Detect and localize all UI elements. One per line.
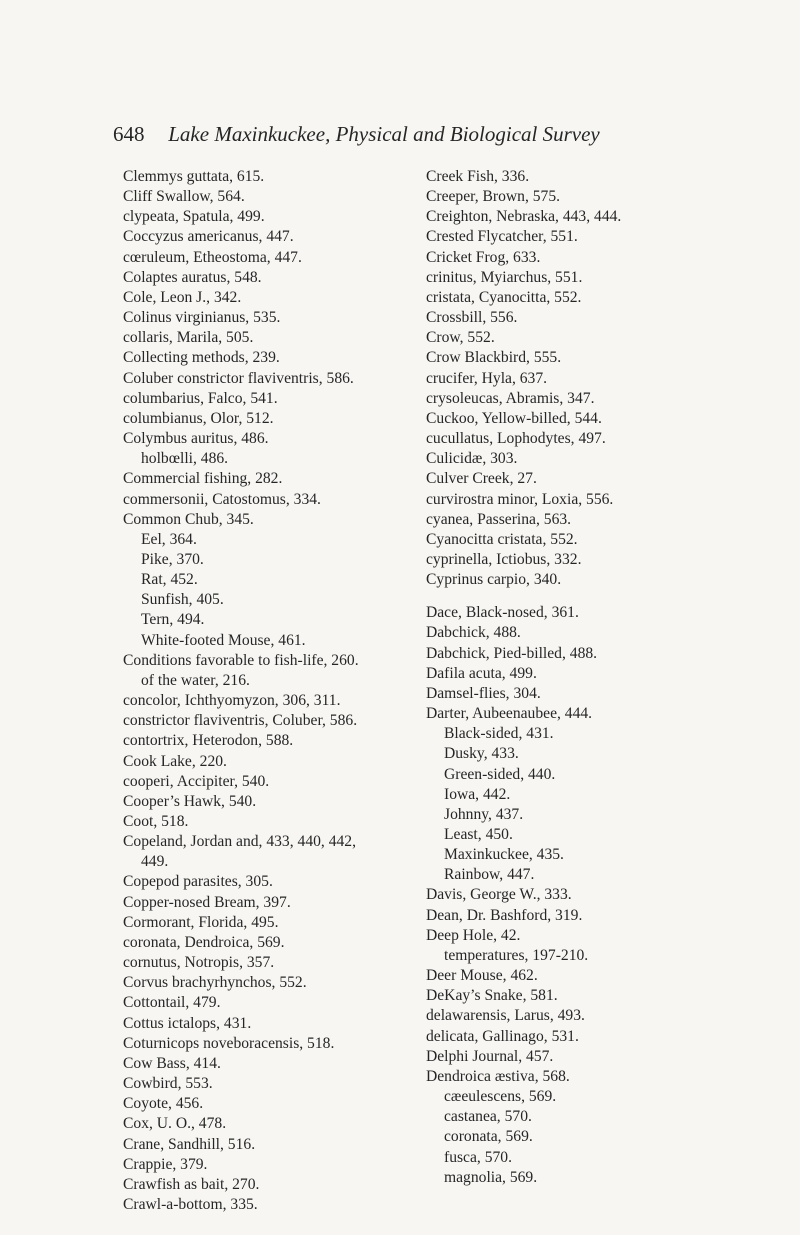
index-entry: Davis, George W., 333. [426, 886, 572, 904]
index-subentry: Eel, 364. [141, 530, 197, 548]
index-entry: Copper-nosed Bream, 397. [123, 893, 291, 911]
index-entry: Crappie, 379. [123, 1155, 208, 1173]
index-entry: Conditions favorable to fish-life, 260. [123, 651, 359, 669]
index-entry: Collecting methods, 239. [123, 349, 280, 367]
index-subentry: 449. [141, 853, 169, 871]
index-entry: Cox, U. O., 478. [123, 1115, 227, 1133]
index-column-right [426, 167, 756, 1188]
index-entry: Cormorant, Florida, 495. [123, 913, 279, 931]
index-entry: Creeper, Brown, 575. [426, 188, 561, 206]
index-entry: clypeata, Spatula, 499. [123, 208, 265, 226]
index-entry: cœruleum, Etheostoma, 447. [123, 248, 302, 266]
index-entry: Clemmys guttata, 615. [123, 168, 265, 185]
index-subentry: Iowa, 442. [444, 785, 511, 803]
index-entry: Cyprinus carpio, 340. [426, 571, 562, 589]
index-entry: Cyanocitta cristata, 552. [426, 530, 578, 548]
index-subentry: castanea, 570. [444, 1108, 532, 1126]
index-subentry: White-footed Mouse, 461. [141, 631, 306, 649]
index-entry: Crested Flycatcher, 551. [426, 228, 578, 246]
index-entry: Dafila acuta, 499. [426, 664, 537, 682]
index-subentry: of the water, 216. [141, 671, 250, 689]
index-entry: Cook Lake, 220. [123, 752, 227, 770]
index-entry: Darter, Aubeenaubee, 444. [426, 705, 593, 723]
index-entry: Coot, 518. [123, 813, 189, 830]
index-entry: Colinus virginianus, 535. [123, 309, 281, 327]
index-entry: Culver Creek, 27. [426, 470, 537, 488]
index-subentry: magnolia, 569. [444, 1168, 538, 1186]
index-entry: columbianus, Olor, 512. [123, 409, 274, 427]
index-entry: collaris, Marila, 505. [123, 329, 254, 347]
index-subentry: Pike, 370. [141, 550, 204, 568]
index-column-left [123, 167, 443, 1215]
index-subentry: Black-sided, 431. [444, 725, 554, 743]
index-entry: curvirostra minor, Loxia, 556. [426, 490, 614, 508]
index-subentry: Johnny, 437. [444, 805, 524, 823]
index-entry: Cottus ictalops, 431. [123, 1014, 252, 1032]
index-subentry: Tern, 494. [141, 611, 205, 629]
index-entry: cyanea, Passerina, 563. [426, 510, 572, 528]
running-title: Lake Maxinkuckee, Physical and Biological Survey [168, 122, 600, 146]
index-entry: delawarensis, Larus, 493. [426, 1007, 585, 1025]
index-entry: crucifer, Hyla, 637. [426, 369, 548, 387]
index-entry: Dabchick, Pied-billed, 488. [426, 644, 598, 662]
index-entry: Crane, Sandhill, 516. [123, 1135, 256, 1153]
index-entry: Dabchick, 488. [426, 624, 521, 642]
index-entry: Cooper’s Hawk, 540. [123, 792, 257, 810]
index-entry: Cowbird, 553. [123, 1075, 213, 1093]
index-entry: Corvus brachyrhynchos, 552. [123, 974, 307, 992]
index-entry: constrictor flaviventris, Coluber, 586. [123, 712, 358, 730]
index-subentry: coronata, 569. [444, 1128, 533, 1146]
index-entry: Cole, Leon J., 342. [123, 288, 242, 306]
index-subentry: holbœlli, 486. [141, 450, 229, 468]
index-entry: Dendroica æstiva, 568. [426, 1067, 570, 1085]
index-entry: Cliff Swallow, 564. [123, 188, 245, 206]
index-entry: concolor, Ichthyomyzon, 306, 311. [123, 692, 341, 710]
index-entry: Coturnicops noveboracensis, 518. [123, 1034, 335, 1052]
index-entry: delicata, Gallinago, 531. [426, 1027, 579, 1045]
index-entry: Crow, 552. [426, 329, 495, 347]
index-entry: Deer Mouse, 462. [426, 967, 538, 985]
index-entry: Delphi Journal, 457. [426, 1047, 554, 1065]
index-entry: Damsel-flies, 304. [426, 684, 541, 702]
index-entry: Copepod parasites, 305. [123, 873, 273, 891]
index-entry: cucullatus, Lophodytes, 497. [426, 430, 606, 448]
section-gap [426, 590, 756, 603]
index-entry: contortrix, Heterodon, 588. [123, 732, 294, 750]
index-subentry: temperatures, 197-210. [444, 946, 589, 964]
index-entry: Creighton, Nebraska, 443, 444. [426, 208, 622, 226]
index-entry: Cuckoo, Yellow-billed, 544. [426, 409, 602, 427]
index-entry: Cow Bass, 414. [123, 1054, 221, 1072]
index-subentry: cæeulescens, 569. [444, 1088, 557, 1106]
index-entry: commersonii, Catostomus, 334. [123, 490, 321, 508]
index-entry: Common Chub, 345. [123, 510, 254, 528]
index-entry: Coccyzus americanus, 447. [123, 228, 294, 246]
index-entry: crysoleucas, Abramis, 347. [426, 389, 595, 407]
index-subentry: Least, 450. [444, 826, 513, 843]
index-entry: Coyote, 456. [123, 1095, 204, 1113]
index-subentry: Rat, 452. [141, 571, 198, 589]
index-entry: Creek Fish, 336. [426, 168, 530, 185]
index-entry: Cricket Frog, 633. [426, 248, 541, 266]
index-entry: Colymbus auritus, 486. [123, 430, 269, 448]
index-entry: Copeland, Jordan and, 433, 440, 442, [123, 833, 357, 851]
index-entry: Dean, Dr. Bashford, 319. [426, 906, 583, 924]
index-subentry: fusca, 570. [444, 1148, 512, 1166]
index-entry: Crawfish as bait, 270. [123, 1175, 260, 1193]
index-entry: DeKay’s Snake, 581. [426, 987, 558, 1005]
index-entry: cyprinella, Ictiobus, 332. [426, 550, 582, 568]
index-entry: columbarius, Falco, 541. [123, 389, 278, 407]
index-entry: Commercial fishing, 282. [123, 470, 283, 488]
page-number: 648 [113, 122, 145, 146]
index-entry: Dace, Black-nosed, 361. [426, 604, 579, 622]
index-entry: cristata, Cyanocitta, 552. [426, 288, 582, 306]
index-entry: Culicidæ, 303. [426, 450, 518, 468]
index-entry: Colaptes auratus, 548. [123, 268, 262, 286]
index-entry: cornutus, Notropis, 357. [123, 954, 275, 972]
index-entry: Crawl-a-bottom, 335. [123, 1195, 258, 1213]
index-entry: Coluber constrictor flaviventris, 586. [123, 369, 354, 387]
index-subentry: Maxinkuckee, 435. [444, 846, 564, 864]
index-entry: crinitus, Myiarchus, 551. [426, 268, 583, 286]
index-entry: Crossbill, 556. [426, 309, 518, 327]
index-entry: coronata, Dendroica, 569. [123, 933, 285, 951]
index-entry: Cottontail, 479. [123, 994, 221, 1012]
index-subentry: Dusky, 433. [444, 745, 519, 763]
index-entry: cooperi, Accipiter, 540. [123, 772, 270, 790]
page-header [113, 122, 673, 147]
index-entry: Deep Hole, 42. [426, 926, 521, 944]
index-subentry: Rainbow, 447. [444, 866, 535, 884]
index-subentry: Green-sided, 440. [444, 765, 556, 783]
index-subentry: Sunfish, 405. [141, 591, 224, 609]
index-entry: Crow Blackbird, 555. [426, 349, 562, 367]
